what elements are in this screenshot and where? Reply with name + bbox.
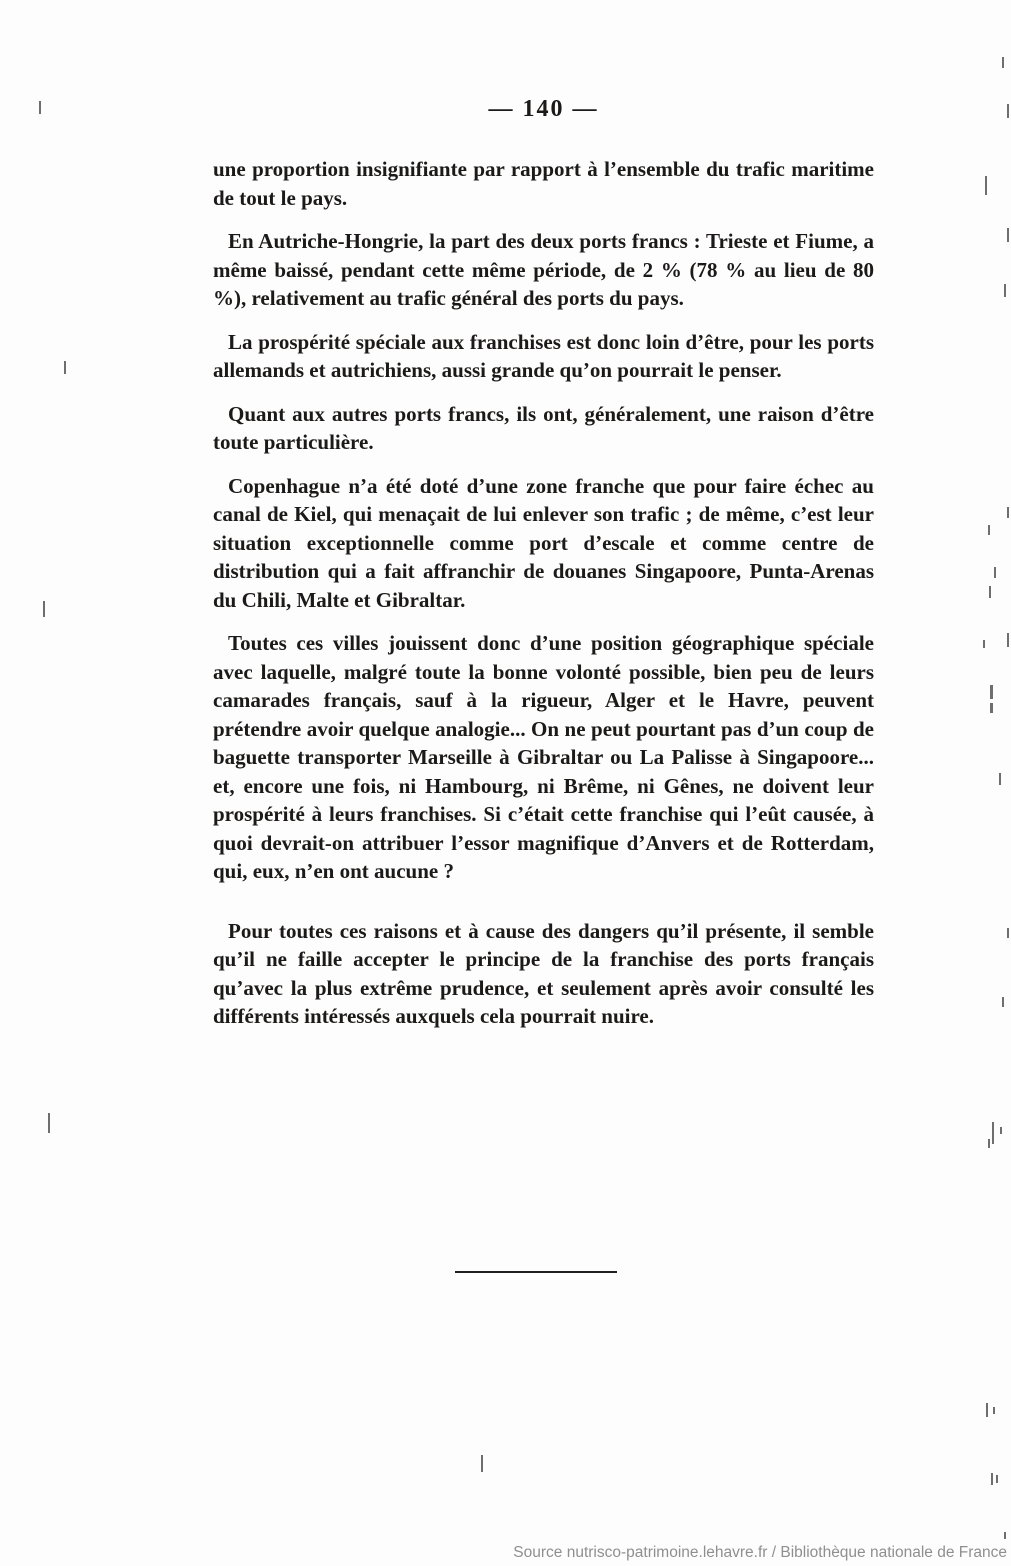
scan-artifact-mark (39, 101, 41, 114)
paragraph: Copenhague n’a été doté d’une zone franche que pour faire échec au canal de Kiel, qui menaçait de lui enlever son trafic ; de même, c’est leur situation exceptionnelle comme port d’escale et comme centre de distribution qui a fait affranchir de douanes Singapoore, Punta-Arenas du Chili, Malte et Gibraltar. (213, 473, 874, 612)
scan-artifact-mark (986, 1403, 988, 1417)
paragraph: En Autriche-Hongrie, la part des deux ports francs : Trieste et Fiume, a même baissé, pendant cette même période, de 2 % (78 % au lieu de 80 %), relativement au trafic général des ports du pays. (213, 229, 874, 310)
source-attribution: Source nutrisco-patrimoine.lehavre.fr / Bibliothèque nationale de France (513, 1544, 1007, 1561)
scan-artifact-mark (985, 176, 987, 195)
scan-artifact-mark (1007, 928, 1009, 938)
paragraph-continuation: une proportion insignifiante par rapport à l’ensemble du trafic maritime de tout le pays. (213, 157, 874, 210)
scan-artifact-mark (990, 703, 993, 713)
scan-artifact-mark (1007, 633, 1009, 647)
scan-artifact-mark (1002, 57, 1004, 68)
scan-artifact-mark (43, 601, 45, 617)
scan-artifact-mark (996, 1475, 998, 1483)
paragraph-conclusion: Pour toutes ces raisons et à cause des dangers qu’il présente, il semble qu’il ne faille accepter le principe de la franchise des ports français qu’avec la plus extrême prudence, et seulement après avoir consulté les différents intéressés auxquels cela pourrait nuire. (213, 918, 874, 1028)
paragraph: Toutes ces villes jouissent donc d’une position géographique spéciale avec laquelle, malgré toute la bonne volonté possible, bien peu de leurs camarades français, sauf à la rigueur, Alger et le Havre, peuvent prétendre avoir quelque analogie... On ne peut pourtant pas d’un coup de baguette transporter Marseille à Gibraltar ou La Palisse à Singapoore... et, encore une fois, ni Hambourg, ni Brême, ni Gênes, ne doivent leur prospérité à leurs franchises. Si c’était cette franchise qui l’eût causée, à quoi devrait-on attribuer l’essor magnifique d’Anvers et de Rotterdam, qui, eux, n’en ont aucune ? (213, 631, 874, 883)
scan-artifact-mark (983, 640, 985, 648)
scan-artifact-mark (993, 1407, 995, 1414)
scan-artifact-mark (1000, 1127, 1002, 1134)
scan-artifact-mark (1007, 104, 1009, 118)
section-divider-rule (455, 1271, 617, 1273)
scan-artifact-mark (994, 567, 996, 578)
paragraph: Quant aux autres ports francs, ils ont, généralement, une raison d’être toute particulière. (213, 401, 874, 454)
scan-artifact-mark (1007, 507, 1009, 518)
scan-artifact-mark (992, 1122, 994, 1144)
scan-artifact-mark (991, 1473, 993, 1485)
paragraph: La prospérité spéciale aux franchises est donc loin d’être, pour les ports allemands et autrichiens, aussi grande qu’on pourrait le penser. (213, 329, 874, 382)
scan-artifact-mark (988, 525, 990, 535)
scan-artifact-mark (1004, 284, 1006, 297)
scan-artifact-mark (989, 586, 991, 598)
page-text-column (213, 155, 874, 1046)
scan-artifact-mark (1002, 997, 1004, 1007)
page-number: — 140 — (488, 96, 599, 122)
scan-artifact-mark (1004, 1532, 1006, 1539)
scan-artifact-mark (48, 1113, 50, 1133)
scan-artifact-mark (988, 1139, 990, 1148)
scan-artifact-mark (64, 361, 66, 374)
scan-artifact-mark (481, 1455, 483, 1472)
scan-artifact-mark (999, 773, 1001, 785)
scan-artifact-mark (990, 685, 993, 699)
scan-artifact-mark (1007, 228, 1009, 242)
